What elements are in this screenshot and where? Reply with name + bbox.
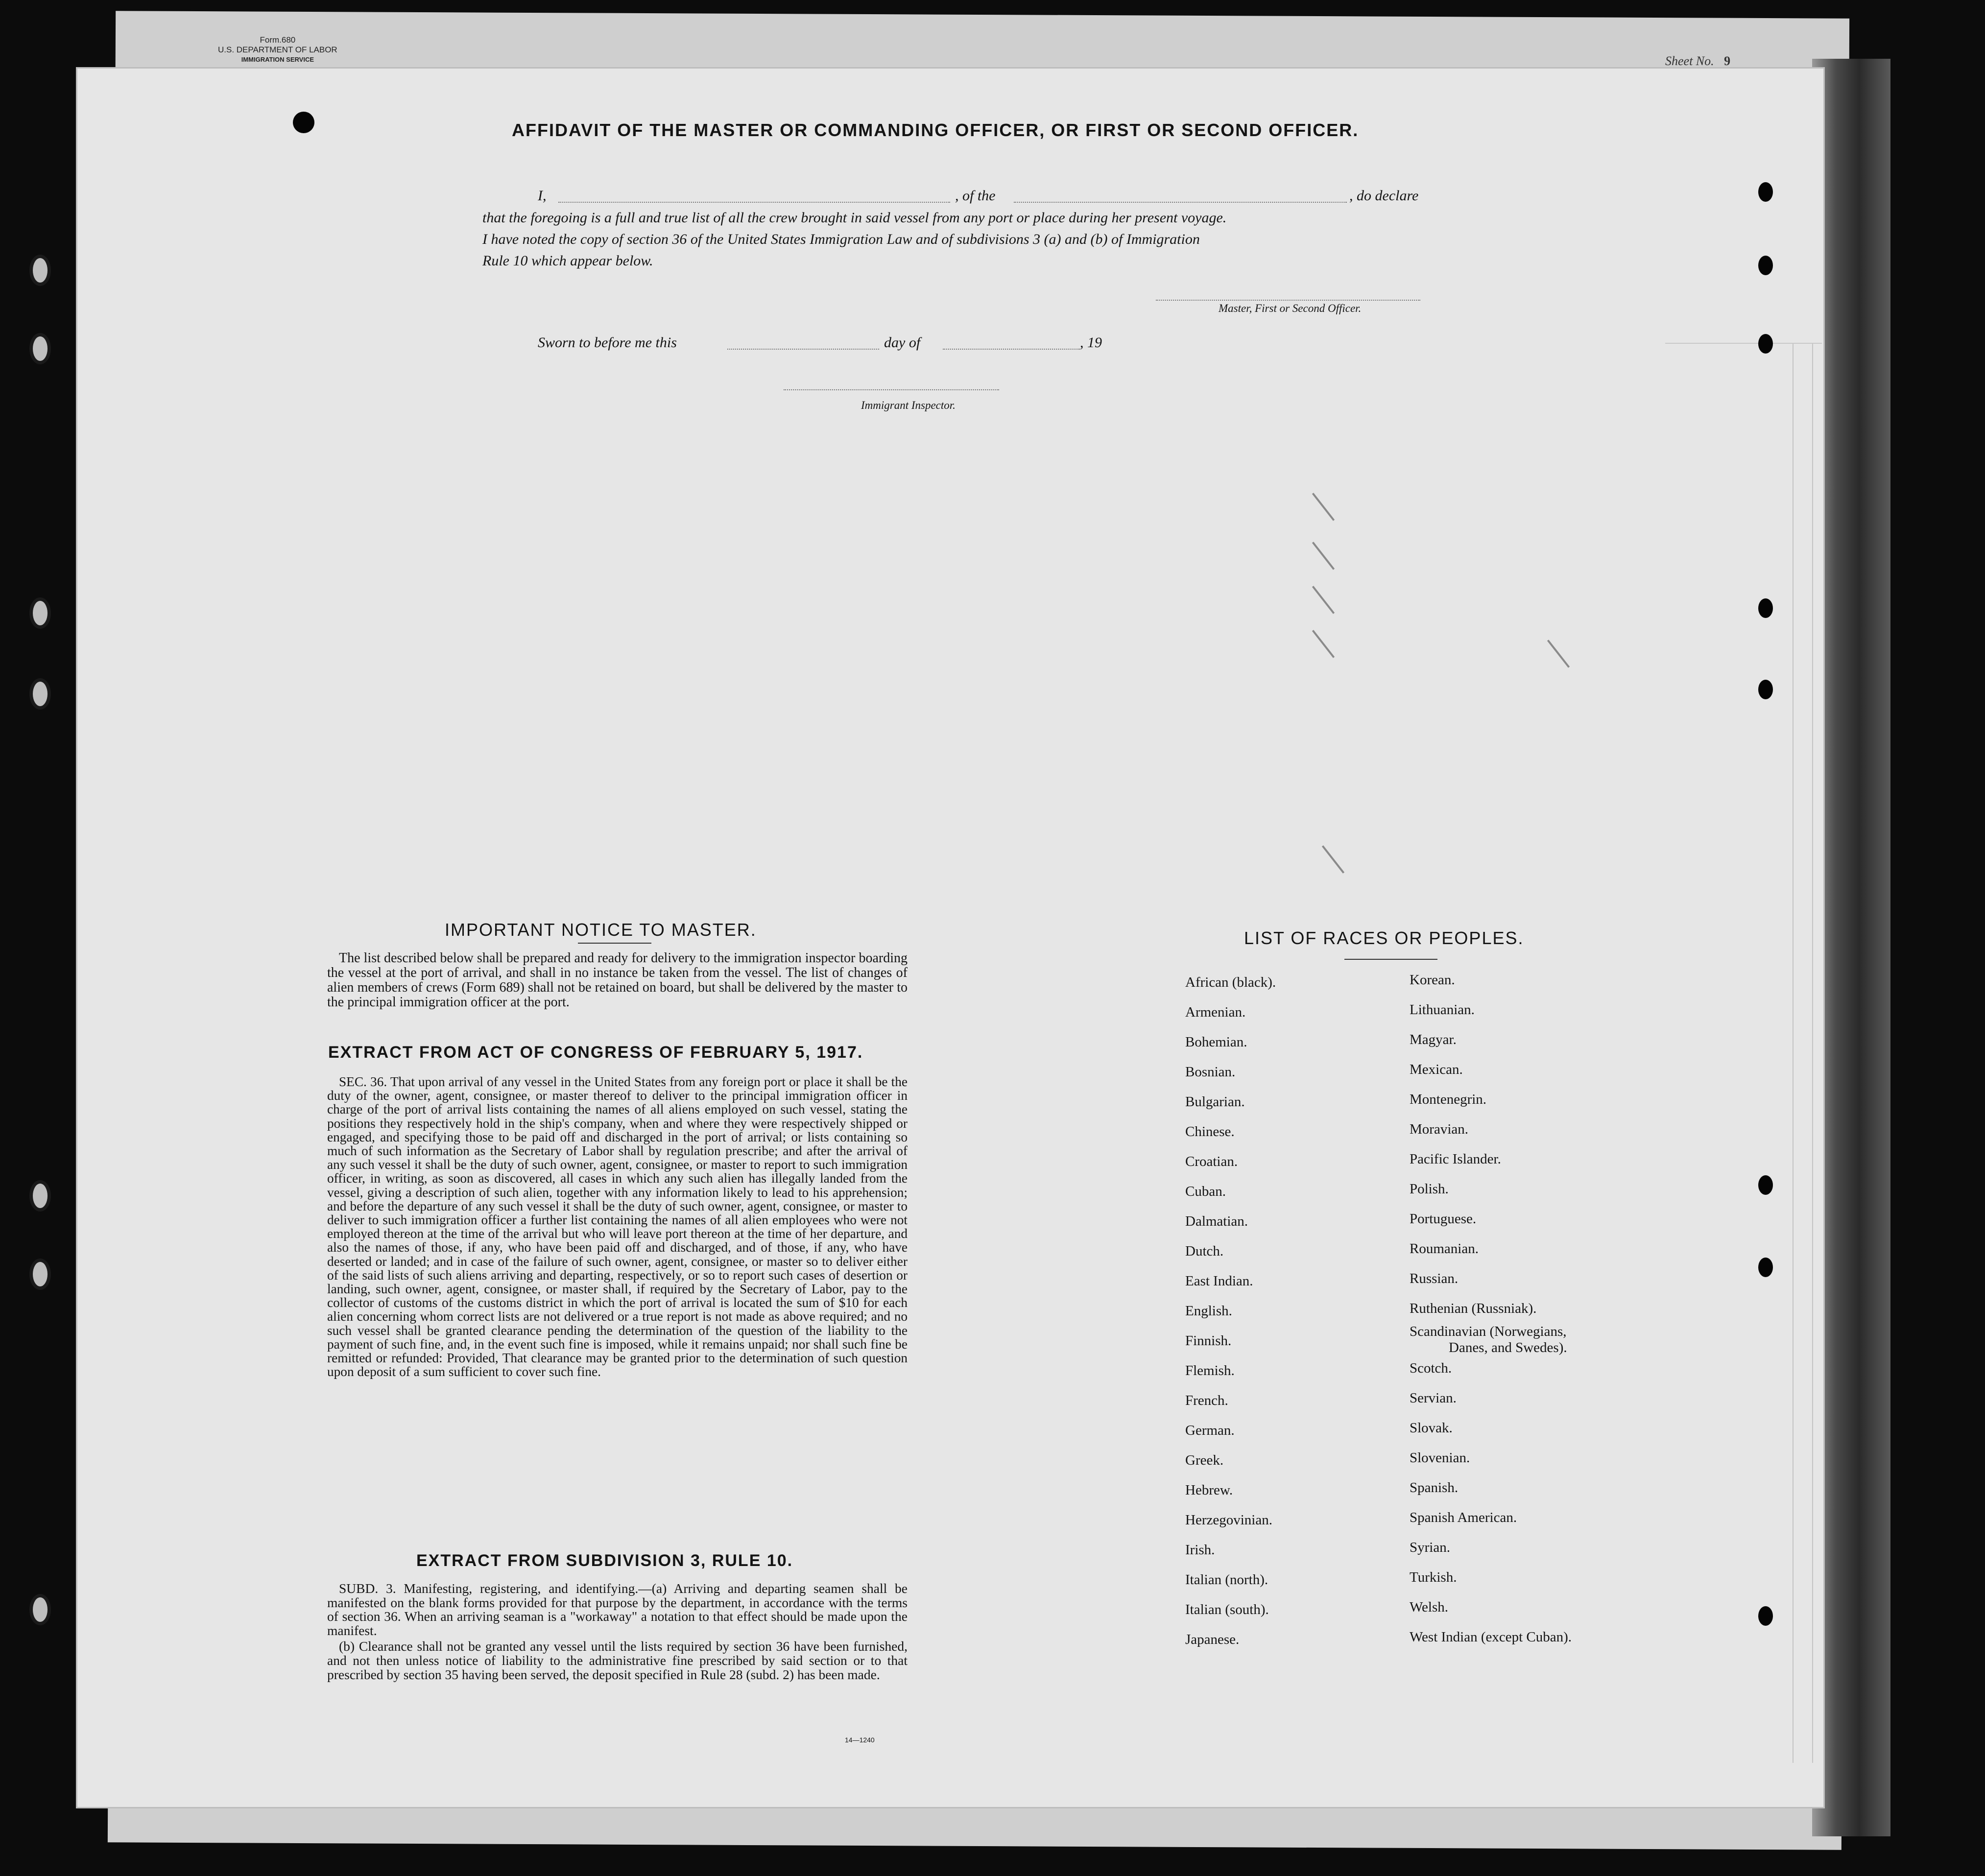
race-item: Italian (south). [1185,1602,1269,1617]
punch-hole [293,112,314,133]
sheet-value: 9 [1724,54,1731,68]
race-item: Montenegrin. [1410,1092,1487,1107]
print-code: 14—1240 [845,1736,875,1744]
notice-title: IMPORTANT NOTICE TO MASTER. [445,920,757,940]
punch-hole [1758,1175,1773,1195]
department-name: U.S. DEPARTMENT OF LABOR [218,45,337,54]
binder-ring [29,1180,51,1211]
race-item: Mexican. [1410,1062,1463,1077]
race-item: Lithuanian. [1410,1002,1475,1018]
race-item: Cuban. [1185,1184,1226,1199]
rule-extract-title: EXTRACT FROM SUBDIVISION 3, RULE 10. [416,1551,793,1570]
sheet-label: Sheet No. [1665,54,1714,68]
race-item: Finnish. [1185,1333,1232,1349]
race-item: Magyar. [1410,1032,1457,1047]
race-item: Armenian. [1185,1004,1246,1020]
binder-ring [29,1594,51,1625]
affidavit-line-2: that the foregoing is a full and true list of all the crew brought in said vessel from any port or place during her present voyage. [482,210,1227,226]
affidavit-i: I, [538,188,547,204]
ruled-line [1665,343,1822,344]
race-item: German. [1185,1423,1235,1438]
affidavit-do-declare: , do declare [1349,188,1419,204]
subdivision-b-paragraph: (b) Clearance shall not be granted any vessel until the lists required by section 36 have been furnished, and not then unless notice of liability to the administrative fine prescribed by said section or to that prescribed by section 35 having been served, the deposit specified in Rule 28 (subd. 2) has been made. [327,1639,908,1682]
punch-hole [1758,1258,1773,1277]
binder-ring [29,333,51,364]
race-item: French. [1185,1393,1228,1408]
race-item: Dutch. [1185,1243,1224,1259]
punch-hole [1758,256,1773,275]
race-item: Bulgarian. [1185,1094,1245,1110]
service-name: IMMIGRATION SERVICE [241,56,314,63]
notice-body [327,951,908,1012]
race-item: Russian. [1410,1271,1459,1286]
race-item: Syrian. [1410,1540,1450,1555]
race-item: Portuguese. [1410,1211,1477,1227]
race-item: Servian. [1410,1390,1457,1406]
name-blank [558,202,950,203]
form-header [218,35,337,65]
punch-hole [1758,182,1773,202]
race-item: Polish. [1410,1181,1449,1197]
race-item: Chinese. [1185,1124,1235,1140]
race-item: Irish. [1185,1542,1215,1558]
signature-caption: Master, First or Second Officer. [1219,302,1362,314]
races-title-rule [1344,959,1437,960]
race-item: Spanish. [1410,1480,1459,1496]
act-extract-title: EXTRACT FROM ACT OF CONGRESS OF FEBRUARY 5, 1917. [328,1043,863,1062]
affidavit-title: AFFIDAVIT OF THE MASTER OR COMMANDING OFFICER, OR FIRST OR SECOND OFFICER. [512,120,1359,140]
race-item: Bohemian. [1185,1034,1247,1050]
race-item: East Indian. [1185,1273,1253,1289]
race-item: African (black). [1185,974,1276,990]
binder-ring [29,597,51,629]
inspector-signature-blank [784,389,999,390]
month-blank [943,349,1080,350]
page-stack-edge [1812,59,1890,1836]
races-title: LIST OF RACES OR PEOPLES. [1244,928,1524,948]
form-number: Form.680 [260,35,296,45]
race-item: Japanese. [1185,1632,1240,1647]
race-item: Greek. [1185,1452,1224,1468]
punch-hole [1758,334,1773,354]
race-item-continuation: Danes, and Swedes). [1449,1340,1567,1355]
race-item: Bosnian. [1185,1064,1236,1080]
race-item: Slovenian. [1410,1450,1470,1466]
race-item: Italian (north). [1185,1572,1268,1588]
affidavit-line-4: Rule 10 which appear below. [482,253,653,269]
affidavit-of-the: , of the [955,188,996,204]
race-item: Herzegovinian. [1185,1512,1272,1528]
binder-ring [29,255,51,286]
race-item: Hebrew. [1185,1482,1233,1498]
race-item: Dalmatian. [1185,1213,1248,1229]
race-item: Roumanian. [1410,1241,1479,1257]
binder-ring [29,678,51,710]
race-item: Korean. [1410,972,1455,988]
race-item: Welsh. [1410,1599,1449,1615]
subdivision-a-paragraph: SUBD. 3. Manifesting, registering, and identifying.—(a) Arriving and departing seamen shall be manifested on the blank forms provided for that purpose by the department, in accordance with the terms of section 36. When an arriving seaman is a "workaway" a notation to that effect should be made upon the manifest. [327,1581,908,1638]
notice-paragraph: The list described below shall be prepared and ready for delivery to the immigration inspector boarding the vessel at the port of arrival, and shall in no instance be taken from the vessel. The list of changes of alien members of crews (Form 689) shall not be retained on board, but shall be delivered by the master to the principal immigration officer at the port. [327,950,908,1010]
race-item: Moravian. [1410,1121,1468,1137]
race-item: Turkish. [1410,1569,1457,1585]
act-extract-body [327,1075,908,1380]
affidavit-sheet [77,69,1823,1807]
vessel-blank [1014,202,1347,203]
day-blank [727,349,879,350]
race-item: English. [1185,1303,1232,1319]
race-item: Ruthenian (Russniak). [1410,1301,1537,1316]
punch-hole [1758,598,1773,618]
inspector-caption: Immigrant Inspector. [861,399,956,411]
race-item: Spanish American. [1410,1510,1517,1525]
sheet-number [1665,54,1730,69]
punch-hole [1758,1606,1773,1626]
signature-blank [1156,300,1420,301]
race-item: Pacific Islander. [1410,1151,1501,1167]
race-item: Croatian. [1185,1154,1238,1169]
ruled-line [1812,343,1813,1763]
affidavit-line-3: I have noted the copy of section 36 of the United States Immigration Law and of subdivisions 3 (a) and (b) of Immigration [482,231,1200,247]
ruled-line [1793,343,1794,1763]
race-item: West Indian (except Cuban). [1410,1629,1572,1645]
year-prefix: , 19 [1080,334,1102,351]
race-item: Scandinavian (Norwegians, [1410,1324,1567,1339]
race-item: Flemish. [1185,1363,1235,1378]
rule-extract-body [327,1582,908,1684]
binder-ring [29,1259,51,1290]
day-of-text: day of [884,334,921,351]
race-item: Slovak. [1410,1420,1453,1436]
sworn-text: Sworn to before me this [538,334,677,351]
race-item: Scotch. [1410,1360,1452,1376]
title-rule [578,943,651,944]
section-36-paragraph: SEC. 36. That upon arrival of any vessel in the United States from any foreign port or place it shall be the duty of the owner, agent, consignee, or master thereof to deliver to the principal immigration officer in charge of the port of arrival lists containing the names of all aliens employed on such vessel, stating the positions they respectively hold in the ship's company, when and where they were respectively shipped or engaged, and specifying those to be paid off and discharged in the port of arrival; or lists containing so much of such information as the Secretary of Labor shall by regulation prescribe; and after the arrival of any such vessel it shall be the duty of such owner, agent, consignee, or master to report to such immigration officer, in writing, as soon as discovered, all cases in which any such alien has illegally landed from the vessel, giving a description of such alien, together with any information likely to lead to his apprehension; and before the departure of any such vessel it shall be the duty of such owner, agent, consignee, or master to deliver to such immigration officer a further list containing the names of all alien employees who were not employed thereon at the time of the arrival but who will leave port thereon at the time of her departure, and also the names of those, if any, who have been paid off and discharged, and of those, if any, who have deserted or landed; and in case of the failure of such owner, agent, consignee, or master so to deliver either of the said lists of such aliens arriving and departing, respectively, or so to report such cases of desertion or landing, such owner, agent, consignee, or master shall, if required by the Secretary of Labor, pay to the collector of customs of the customs district in which the port of arrival is located the sum of $10 for each alien concerning whom correct lists are not delivered or a true report is not made as above required; and no such vessel shall be granted clearance pending the determination of the question of the liability to the payment of such fine, and, in the event such fine is imposed, while it remains unpaid; nor shall such fine be remitted or refunded: Provided, That clearance may be granted prior to the determination of such question upon deposit of a sum sufficient to cover such fine. [327,1074,908,1379]
punch-hole [1758,680,1773,699]
